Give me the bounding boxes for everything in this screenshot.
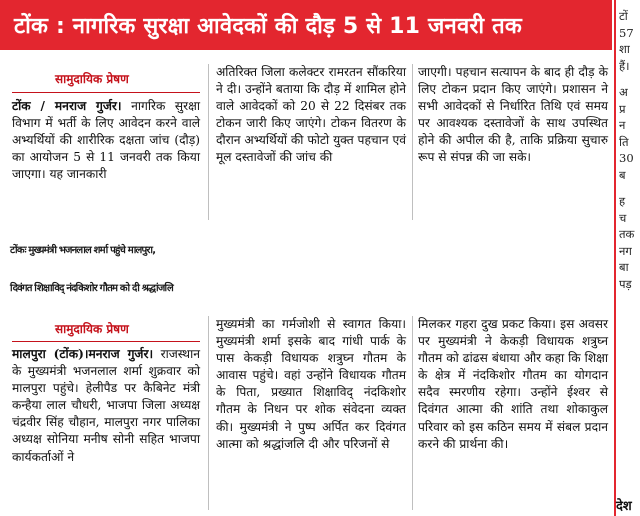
strip-fragment: बा [619,260,629,274]
top-col2-text: अतिरिक्त जिला कलेक्टर रामरतन सौंकरिया ने दी। उन्होंने बताया कि दौड़ में शामिल होने वाले आवेदकों को 20 से 22 दिसंबर तक टोकन जारी किए जाएंगे। टोकन वितरण के दौरान अभ्यर्थियों की फोटो युक्त पहचान एवं मूल दस्तावेजों की जांच की [216,65,406,165]
strip-fragment: प्र [619,101,626,116]
strip-fragment: टों [619,9,628,23]
strip-fragment: ब [619,167,626,182]
strip-fragment: ह [619,194,626,208]
strip-fragment: शा [619,42,630,56]
main-headline-line-2: दिवंगत शिक्षाविद् नंदकिशोर गौतम को दी श्रद्धांजलि [10,283,174,294]
main-dateline: मालपुरा (टोंक)।मनराज गुर्जर। [12,347,154,361]
strip-fragment: च [619,210,627,225]
main-headline [10,232,608,308]
main-section-tag: सामुदायिक प्रेषण [55,322,129,336]
adjacent-article-strip [614,0,640,516]
top-section-tag: सामुदायिक प्रेषण [55,72,129,86]
main-article-col-3 [418,316,608,453]
column-rule [412,316,413,510]
top-dateline: टोंक / मनराज गुर्जर। [12,99,122,113]
strip-fragment: पड़ [619,276,632,291]
top-tag-underline [12,92,200,93]
main-col1-text: राजस्थान के मुख्यमंत्री भजनलाल शर्मा शुक्रवार को मालपुरा पहुंचे। हेलीपैड पर कैबिनेट मंत्री कन्हैया लाल चौधरी, भाजपा जिला अध्यक्ष चंद्रवीर सिंह चौहान, मालपुरा नगर पालिका अध्यक्ष सोनिया मनीष सोनी सहित भाजपा कार्यकर्ताओं ने [12,347,200,464]
strip-fragment: नग [619,243,632,258]
main-tag-underline [12,341,200,342]
top-article-col-3 [418,64,608,167]
top-headline-band [0,0,612,50]
top-headline: टोंक : नागरिक सुरक्षा आवेदकों की दौड़ 5 से 11 जनवरी तक [14,14,522,39]
strip-fragment: तक [619,227,635,241]
strip-fragment: 57 [619,25,634,40]
column-rule [208,316,209,510]
top-col3-text: जाएगी। पहचान सत्यापन के बाद ही दौड़ के लिए टोकन प्रदान किए जाएंगे। प्रशासन ने सभी आवेदकों से निर्धारित तिथि एवं समय पर आवश्यक दस्तावेजों के साथ उपस्थित होने की अपील की है, ताकि प्रक्रिया सुचारु रूप से संपन्न की जा सके। [418,65,608,165]
strip-fragment: हैं। [619,58,630,73]
strip-fragment: न [619,118,626,132]
column-rule [208,64,209,220]
main-col3-text: मिलकर गहरा दुख प्रकट किया। इस अवसर पर मुख्यमंत्री ने केकड़ी विधायक शत्रुघ्न गौतम को ढांढस बंधाया और कहा कि शिक्षा के क्षेत्र में नंदकिशोर गौतम का योगदान सदैव स्मरणीय रहेगा। उन्होंने ईश्वर से दिवंगत आत्मा की शांति तथा शोकाकुल परिवार को इस कठिन समय में संबल प्रदान करने की प्रार्थना की। [418,317,608,451]
main-article-col-2 [216,316,406,453]
top-article-col-2 [216,64,406,167]
strip-fragment: ति [619,134,629,149]
top-col1-text: नागरिक सुरक्षा विभाग में भर्ती के लिए आवेदन करने वाले अभ्यर्थियों की शारीरिक दक्षता जांच (दौड़) का आयोजन 5 से 11 जनवरी तक किया जाएगा। यह जानकारी [12,99,200,182]
column-rule [412,64,413,220]
strip-fragment: 30 [619,151,634,165]
strip-bottom-headline: देश [616,499,632,514]
main-col2-text: मुख्यमंत्री का गर्मजोशी से स्वागत किया। मुख्यमंत्री शर्मा इसके बाद गांधी पार्क के पास केकड़ी विधायक शत्रुघ्न गौतम के आवास पहुंचे। वहां उन्होंने विधायक गौतम के पिता, प्रख्यात शिक्षाविद् नंदकिशोर गौतम के निधन पर शोक संवेदना व्यक्त की। मुख्यमंत्री ने पुष्प अर्पित कर दिवंगत आत्मा को श्रद्धांजलि दी और परिजनों से [216,317,406,451]
top-article-col-1 [12,98,200,183]
main-article-col-1 [12,346,200,466]
main-headline-line-1: टोंकः मुख्यमंत्री भजनलाल शर्मा पहुंचे मालपुरा, [10,245,156,256]
strip-fragment: अ [619,85,628,99]
